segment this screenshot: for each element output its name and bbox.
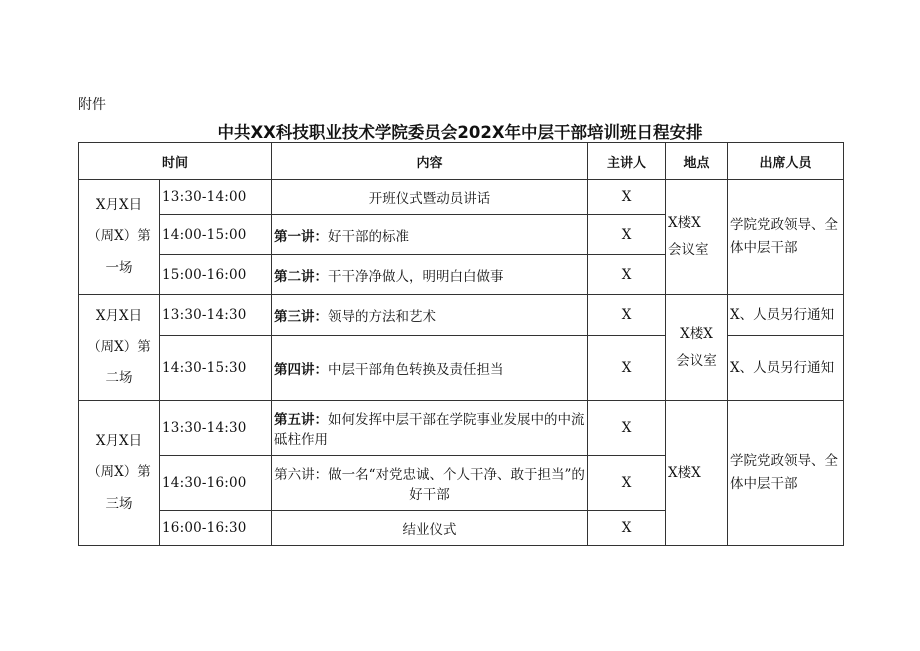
content-cell: 第一讲：好干部的标准 (272, 215, 588, 255)
speaker-cell: X (588, 336, 666, 401)
content-cell: 第二讲：干干净净做人，明明白白做事 (272, 255, 588, 295)
speaker-cell: X (588, 295, 666, 336)
session-day-cell: X月X日 （周X）第 三场 (79, 401, 160, 546)
location-cell: X楼X 会议室 (666, 295, 728, 401)
content-cell: 第四讲：中层干部角色转换及责任担当 (272, 336, 588, 401)
lecture-label: 第五讲： (274, 412, 329, 428)
location-cell: X楼X 会议室 (666, 180, 728, 295)
table-row (79, 180, 844, 215)
lecture-label: 第四讲： (274, 362, 329, 378)
time-cell: 14:30-15:30 (160, 336, 272, 401)
speaker-cell: X (588, 180, 666, 215)
attendees-cell: X、人员另行通知 (728, 336, 844, 401)
speaker-cell: X (588, 215, 666, 255)
content-cell: 第六讲：做一名“对党忠诚、个人干净、敢于担当”的好干部 (272, 456, 588, 511)
speaker-cell: X (588, 255, 666, 295)
header-time: 时间 (79, 143, 272, 180)
time-cell: 14:00-15:00 (160, 215, 272, 255)
time-cell: 14:30-16:00 (160, 456, 272, 511)
header-content: 内容 (272, 143, 588, 180)
header-location: 地点 (666, 143, 728, 180)
table-row (79, 401, 844, 456)
attachment-label: 附件 (78, 97, 106, 113)
location-cell: X楼X (666, 401, 728, 546)
content-cell: 第三讲：领导的方法和艺术 (272, 295, 588, 336)
content-cell: 第五讲：如何发挥中层干部在学院事业发展中的中流砥柱作用 (272, 401, 588, 456)
header-attendees: 出席人员 (728, 143, 844, 180)
session-day-cell: X月X日 （周X）第 二场 (79, 295, 160, 401)
session-day-cell: X月X日 （周X）第 一场 (79, 180, 160, 295)
lecture-label: 第一讲： (274, 228, 329, 245)
time-cell: 16:00-16:30 (160, 511, 272, 546)
page-title: 中共XX科技职业技术学院委员会202X年中层干部培训班日程安排 (217, 123, 703, 142)
speaker-cell: X (588, 456, 666, 511)
attendees-cell: 学院党政领导、全体中层干部 (728, 180, 844, 295)
time-cell: 13:30-14:30 (160, 401, 272, 456)
header-speaker: 主讲人 (588, 143, 666, 180)
content-cell: 结业仪式 (272, 511, 588, 546)
table-row (79, 336, 844, 401)
attendees-cell: X、人员另行通知 (728, 295, 844, 336)
table-header-row (79, 143, 844, 180)
time-cell: 13:30-14:30 (160, 295, 272, 336)
speaker-cell: X (588, 401, 666, 456)
speaker-cell: X (588, 511, 666, 546)
lecture-label: 第三讲： (274, 309, 329, 325)
schedule-table (78, 142, 844, 546)
lecture-label: 第二讲： (274, 268, 329, 285)
attendees-cell: 学院党政领导、全体中层干部 (728, 401, 844, 546)
time-cell: 13:30-14:00 (160, 180, 272, 215)
content-cell: 开班仪式暨动员讲话 (272, 180, 588, 215)
time-cell: 15:00-16:00 (160, 255, 272, 295)
table-row (79, 295, 844, 336)
